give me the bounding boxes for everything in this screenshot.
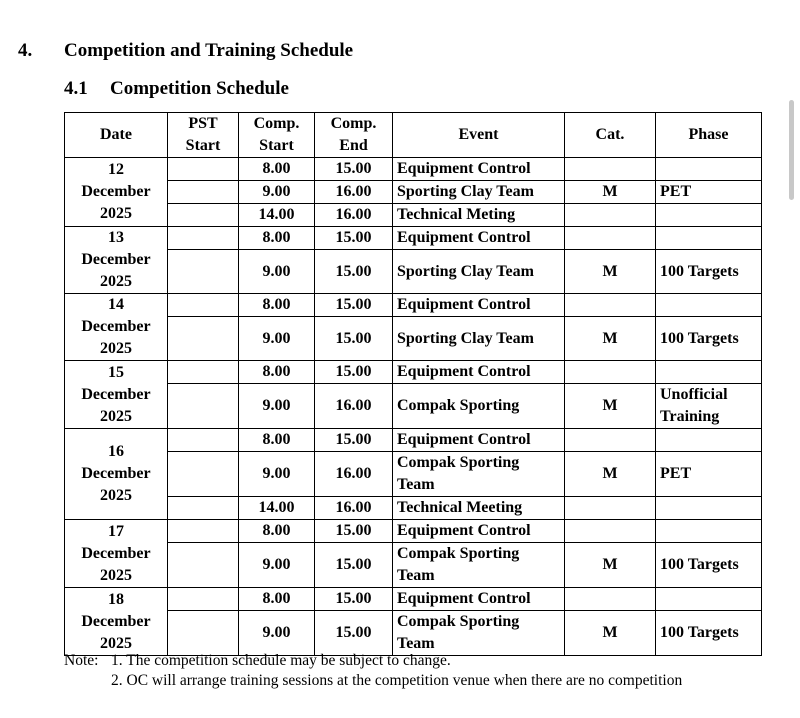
comp-start-cell: 8.00 xyxy=(239,429,315,452)
schedule-body xyxy=(65,158,762,656)
date-part: 2025 xyxy=(100,487,132,504)
date-part: 18 xyxy=(108,590,124,608)
note-item-1: 1. The competition schedule may be subject to change. xyxy=(111,652,451,669)
pst-start-cell xyxy=(168,429,239,452)
date-part: 2025 xyxy=(100,273,132,290)
event-cell: Equipment Control xyxy=(393,520,565,543)
table-row xyxy=(65,611,762,656)
date-cell xyxy=(65,158,168,227)
table-row xyxy=(65,588,762,611)
date-part: 14 xyxy=(108,296,124,313)
cat-cell: M xyxy=(565,181,656,204)
event-cell: Technical Meeting xyxy=(393,497,565,520)
table-row xyxy=(65,227,762,250)
date-part: 2025 xyxy=(100,340,132,357)
header-cat: Cat. xyxy=(565,113,656,158)
header-pst-start: PST Start xyxy=(168,113,239,158)
date-part: 2025 xyxy=(100,566,132,584)
event-cell: Equipment Control xyxy=(393,361,565,384)
cat-cell xyxy=(565,361,656,384)
section-title: Competition and Training Schedule xyxy=(64,40,354,61)
table-row xyxy=(65,294,762,317)
event-cell: Equipment Control xyxy=(393,588,565,611)
date-part: 2025 xyxy=(100,205,132,222)
table-row xyxy=(65,361,762,384)
phase-cell: Unofficial Training xyxy=(656,384,762,429)
event-cell: Compak Sporting Team xyxy=(393,452,565,497)
comp-end-cell: 15.00 xyxy=(315,588,393,611)
cat-cell xyxy=(565,588,656,611)
pst-start-cell xyxy=(168,294,239,317)
comp-end-cell: 16.00 xyxy=(315,384,393,429)
phase-cell: 100 Targets xyxy=(656,317,762,361)
comp-end-cell: 15.00 xyxy=(315,227,393,250)
pst-start-cell xyxy=(168,384,239,429)
cat-cell xyxy=(565,497,656,520)
cat-cell: M xyxy=(565,543,656,588)
comp-start-cell: 9.00 xyxy=(239,317,315,361)
phase-cell xyxy=(656,227,762,250)
table-row xyxy=(65,204,762,227)
cat-cell: M xyxy=(565,384,656,429)
phase-cell xyxy=(656,204,762,227)
phase-cell xyxy=(656,588,762,611)
table-row xyxy=(65,497,762,520)
date-part: 12 xyxy=(108,161,124,178)
comp-start-cell: 9.00 xyxy=(239,543,315,588)
comp-start-cell: 9.00 xyxy=(239,384,315,429)
date-cell xyxy=(65,429,168,520)
cat-cell: M xyxy=(565,317,656,361)
cat-cell xyxy=(565,158,656,181)
date-cell xyxy=(65,588,168,656)
subsection-title: Competition Schedule xyxy=(110,78,289,99)
event-cell: Compak Sporting xyxy=(393,384,565,429)
comp-end-cell: 15.00 xyxy=(315,294,393,317)
table-row xyxy=(65,520,762,543)
competition-schedule-table xyxy=(64,112,762,656)
section-number: 4. xyxy=(18,40,33,61)
phase-cell: PET xyxy=(656,181,762,204)
event-cell: Equipment Control xyxy=(393,158,565,181)
header-comp-end: Comp. End xyxy=(315,113,393,158)
pst-start-cell xyxy=(168,611,239,656)
subsection-number: 4.1 xyxy=(64,78,88,99)
comp-end-cell: 15.00 xyxy=(315,520,393,543)
event-cell: Equipment Control xyxy=(393,294,565,317)
comp-end-cell: 16.00 xyxy=(315,497,393,520)
cat-cell xyxy=(565,204,656,227)
phase-cell xyxy=(656,361,762,384)
date-cell xyxy=(65,520,168,588)
table-row xyxy=(65,317,762,361)
comp-start-cell: 9.00 xyxy=(239,250,315,294)
table-row xyxy=(65,158,762,181)
event-cell: Sporting Clay Team xyxy=(393,181,565,204)
comp-end-cell: 15.00 xyxy=(315,361,393,384)
cat-cell: M xyxy=(565,250,656,294)
event-cell: Sporting Clay Team xyxy=(393,250,565,294)
date-cell xyxy=(65,227,168,294)
phase-cell xyxy=(656,294,762,317)
date-part: December xyxy=(81,612,151,630)
comp-start-cell: 14.00 xyxy=(239,204,315,227)
pst-start-cell xyxy=(168,227,239,250)
comp-start-cell: 8.00 xyxy=(239,520,315,543)
pst-start-cell xyxy=(168,158,239,181)
pst-start-cell xyxy=(168,588,239,611)
comp-end-cell: 15.00 xyxy=(315,543,393,588)
phase-cell xyxy=(656,497,762,520)
pst-start-cell xyxy=(168,452,239,497)
cat-cell xyxy=(565,227,656,250)
comp-end-cell: 15.00 xyxy=(315,317,393,361)
comp-end-cell: 15.00 xyxy=(315,611,393,656)
table-row xyxy=(65,543,762,588)
date-part: December xyxy=(81,465,151,482)
table-row xyxy=(65,250,762,294)
cat-cell xyxy=(565,294,656,317)
comp-start-cell: 8.00 xyxy=(239,227,315,250)
date-part: December xyxy=(81,183,151,200)
table-row xyxy=(65,384,762,429)
comp-start-cell: 9.00 xyxy=(239,181,315,204)
comp-start-cell: 8.00 xyxy=(239,294,315,317)
table-row xyxy=(65,429,762,452)
comp-end-cell: 15.00 xyxy=(315,250,393,294)
vertical-scrollbar[interactable] xyxy=(789,100,794,200)
date-part: December xyxy=(81,385,151,403)
phase-cell: 100 Targets xyxy=(656,611,762,656)
event-cell: Compak Sporting Team xyxy=(393,543,565,588)
comp-end-cell: 16.00 xyxy=(315,204,393,227)
date-part: 16 xyxy=(108,443,124,460)
date-part: 15 xyxy=(108,363,124,381)
comp-start-cell: 8.00 xyxy=(239,588,315,611)
comp-end-cell: 16.00 xyxy=(315,452,393,497)
date-part: 2025 xyxy=(100,634,132,652)
pst-start-cell xyxy=(168,361,239,384)
table-header-row xyxy=(65,113,762,158)
event-cell: Equipment Control xyxy=(393,227,565,250)
pst-start-cell xyxy=(168,250,239,294)
comp-start-cell: 9.00 xyxy=(239,452,315,497)
comp-end-cell: 15.00 xyxy=(315,158,393,181)
cat-cell: M xyxy=(565,611,656,656)
comp-start-cell: 14.00 xyxy=(239,497,315,520)
note-item-2: 2. OC will arrange training sessions at the competition venue when there are no competition xyxy=(111,672,683,689)
pst-start-cell xyxy=(168,497,239,520)
phase-cell: 100 Targets xyxy=(656,543,762,588)
cat-cell xyxy=(565,520,656,543)
comp-end-cell: 15.00 xyxy=(315,429,393,452)
phase-cell xyxy=(656,520,762,543)
pst-start-cell xyxy=(168,204,239,227)
note-label: Note: xyxy=(64,652,99,669)
date-part: 13 xyxy=(108,229,124,246)
pst-start-cell xyxy=(168,181,239,204)
event-cell: Technical Meting xyxy=(393,204,565,227)
pst-start-cell xyxy=(168,317,239,361)
phase-cell xyxy=(656,429,762,452)
date-part: December xyxy=(81,251,151,268)
header-date: Date xyxy=(65,113,168,158)
phase-cell: PET xyxy=(656,452,762,497)
date-part: 17 xyxy=(108,522,124,540)
pst-start-cell xyxy=(168,543,239,588)
header-comp-start: Comp. Start xyxy=(239,113,315,158)
header-event: Event xyxy=(393,113,565,158)
cat-cell xyxy=(565,429,656,452)
event-cell: Compak Sporting Team xyxy=(393,611,565,656)
comp-start-cell: 8.00 xyxy=(239,361,315,384)
date-cell xyxy=(65,294,168,361)
cat-cell: M xyxy=(565,452,656,497)
date-part: December xyxy=(81,544,151,562)
event-cell: Sporting Clay Team xyxy=(393,317,565,361)
header-phase: Phase xyxy=(656,113,762,158)
comp-end-cell: 16.00 xyxy=(315,181,393,204)
date-cell xyxy=(65,361,168,429)
pst-start-cell xyxy=(168,520,239,543)
event-cell: Equipment Control xyxy=(393,429,565,452)
phase-cell: 100 Targets xyxy=(656,250,762,294)
comp-start-cell: 8.00 xyxy=(239,158,315,181)
table-row xyxy=(65,181,762,204)
date-part: 2025 xyxy=(100,407,132,425)
table-row xyxy=(65,452,762,497)
date-part: December xyxy=(81,318,151,335)
phase-cell xyxy=(656,158,762,181)
comp-start-cell: 9.00 xyxy=(239,611,315,656)
